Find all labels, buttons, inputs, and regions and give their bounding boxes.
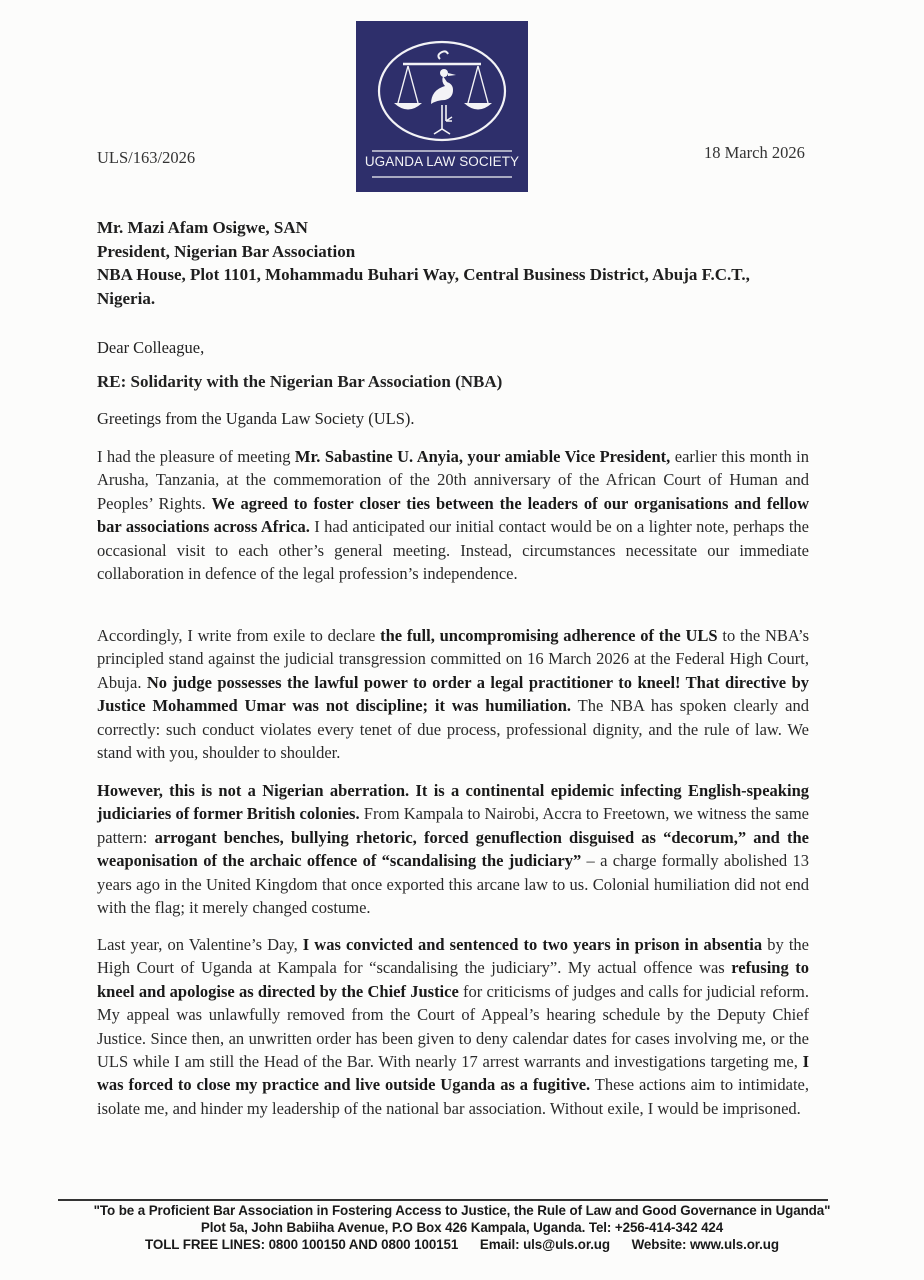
paragraph-text: by the High Court of Uganda at Kampala for “scandalising the judiciary”. My actual offence was <box>97 935 809 978</box>
body-paragraph <box>97 445 809 585</box>
salutation: Dear Colleague, <box>97 338 205 357</box>
paragraph-text: Last year, on Valentine’s Day, <box>97 935 303 954</box>
emphasized-text: refusing to kneel and apologise as directed by the Chief Justice <box>97 958 809 1001</box>
emphasized-text: Mr. Sabastine U. Anyia, your amiable Vice President, <box>294 447 671 466</box>
uls-logo <box>356 21 528 192</box>
body-paragraph <box>97 933 809 1120</box>
addressee-block <box>97 216 837 310</box>
footer-motto: "To be a Proficient Bar Association in Fostering Access to Justice, the Rule of Law and Good Governance in Uganda" <box>93 1203 831 1218</box>
body-paragraph <box>97 779 809 919</box>
footer-divider <box>58 1199 828 1201</box>
body-paragraph <box>97 624 809 764</box>
emphasized-text: I was forced to close my practice and live outside Uganda as a fugitive. <box>97 1052 809 1095</box>
paragraph-text: These actions aim to intimidate, isolate me, and hinder my leadership of the national bar association. Without exile, I would be imprisoned. <box>97 1075 809 1118</box>
emphasized-text: arrogant benches, bullying rhetoric, forced genuflection disguised as “decorum,” and the weaponisation of the archaic offence of “scandalising the judiciary” <box>97 827 809 871</box>
paragraph-text: The NBA has spoken clearly and correctly: such conduct violates every tenet of due process, professional dignity, and the rule of law. We stand with you, shoulder to shoulder. <box>97 696 809 763</box>
emphasized-text: No judge possesses the lawful power to order a legal practitioner to kneel! That directive by Justice Mohammed Umar was not discipline; it was humiliation. <box>97 672 809 716</box>
subject-line: RE: Solidarity with the Nigerian Bar Association (NBA) <box>97 372 503 391</box>
emphasized-text: However, this is not a Nigerian aberration. It is a continental epidemic infecting English-speaking judiciaries of former British colonies. <box>97 781 809 824</box>
addressee-address: NBA House, Plot 1101, Mohammadu Buhari Way, Central Business District, Abuja F.C.T., <box>97 265 750 284</box>
addressee-name: Mr. Mazi Afam Osigwe, SAN <box>97 218 308 237</box>
footer-contacts <box>40 1237 884 1252</box>
logo-text: UGANDA LAW SOCIETY <box>364 154 520 169</box>
paragraph-text: I had anticipated our initial contact would be on a lighter note, perhaps the occasional visit to each other’s general meeting. Instead, circumstances necessitate our immediate collaboration in defence of the legal profession’s independence. <box>97 517 809 584</box>
paragraph-text: for criticisms of judges and calls for judicial reform. My appeal was unlawfully removed from the Court of Appeal’s hearing schedule by the Deputy Chief Justice. Since then, an unwritten order has been given to deny calendar dates for cases involving me, or the ULS while I am still the Head of the Bar. With nearly 17 arrest warrants and investigations targeting me, <box>97 981 809 1072</box>
paragraph-text: From Kampala to Nairobi, Accra to Freetown, we witness the same pattern: <box>97 804 809 847</box>
paragraph-text: Accordingly, I write from exile to declare <box>97 626 381 645</box>
addressee-country: Nigeria. <box>97 288 156 308</box>
footer-address: Plot 5a, John Babiiha Avenue, P.O Box 426 Kampala, Uganda. Tel: +256-414-342 424 <box>200 1220 724 1235</box>
paragraph-text: I had the pleasure of meeting <box>97 447 295 466</box>
paragraph-text: to the NBA’s principled stand against the judicial transgression committed on 16 March 2026 at the Federal High Court, Abuja. <box>97 626 809 692</box>
paragraph-text: – a charge formally abolished 13 years ago in the United Kingdom that once exported this arcane law to us. Colonial humiliation did not end with the flag; it merely changed costume. <box>97 851 810 918</box>
reference-number: ULS/163/2026 <box>97 148 196 167</box>
addressee-title: President, Nigerian Bar Association <box>97 241 356 261</box>
paragraph-text: earlier this month in Arusha, Tanzania, at the commemoration of the 20th anniversary of the African Court of Human and Peoples’ Rights. <box>97 447 810 513</box>
letter-date: 18 March 2026 <box>704 143 805 162</box>
emphasized-text: I was convicted and sentenced to two years in prison in absentia <box>302 935 763 954</box>
greeting: Greetings from the Uganda Law Society (ULS). <box>97 409 415 428</box>
footer-email[interactable]: Email: uls@uls.or.ug <box>479 1237 610 1252</box>
emphasized-text: the full, uncompromising adherence of the ULS <box>380 626 718 645</box>
footer-website[interactable]: Website: www.uls.or.ug <box>631 1237 779 1252</box>
footer-toll-free: TOLL FREE LINES: 0800 100150 AND 0800 100151 <box>145 1237 459 1252</box>
emphasized-text: We agreed to foster closer ties between the leaders of our organisations and fellow bar associations across Africa. <box>97 493 809 537</box>
